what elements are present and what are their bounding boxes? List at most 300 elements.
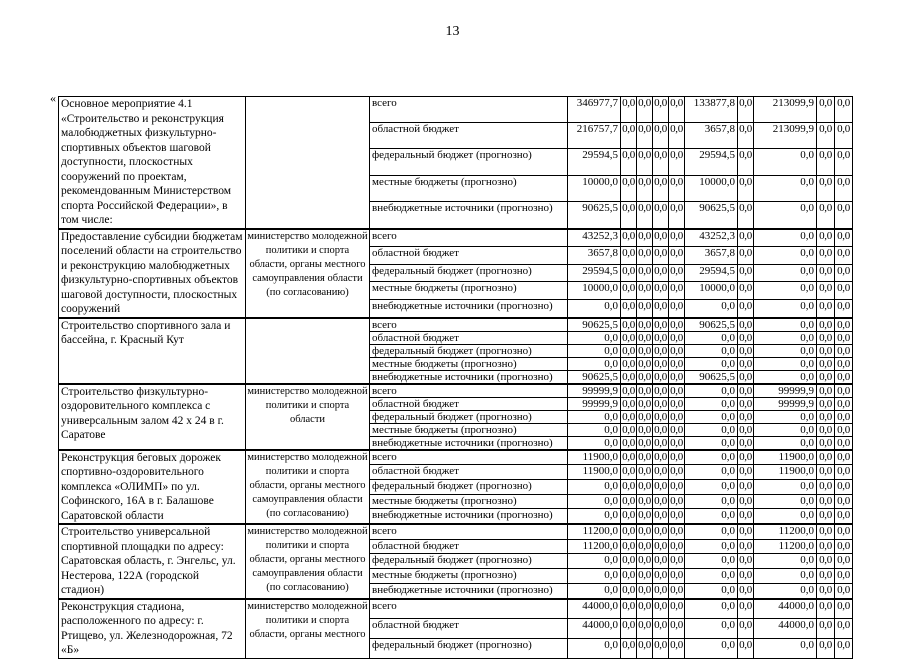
- year-amount-cell: 0,0: [670, 423, 683, 436]
- year-amount-cell: 0,0: [669, 638, 685, 658]
- event-name-cell: Реконструкция стадиона, расположенного по адресу: г. Ртищево, ул. Железнодорожная, 72 «Б»: [59, 599, 246, 659]
- event-name-cell: Предоставление субсидии бюджетам поселений области на строительство и реконструкцию малобюджетных физкультурно-спортивных объектов шаговой доступности, плоскостных сооружений: [59, 229, 246, 318]
- year-amount-cell: 0,0: [622, 397, 635, 410]
- year-amount-cell: 0,0: [817, 450, 835, 465]
- year-amount-cell: 0,0: [817, 201, 835, 228]
- funding-source-cell: местные бюджеты (прогнозно): [370, 175, 568, 201]
- year-amount-cell: 0,0: [621, 97, 637, 123]
- year-amount-cell: 0,0: [739, 436, 752, 449]
- year-amount-cell: 0,0: [817, 123, 835, 149]
- year-amount-cell: 0,0: [621, 247, 637, 265]
- year-amount-cell: 0,0: [637, 282, 653, 300]
- total-amount-cell: 0,0: [568, 509, 621, 524]
- funding-source-cell: федеральный бюджет (прогнозно): [370, 638, 568, 658]
- year-amount-cell: 0,0: [685, 357, 738, 370]
- year-amount-cell: 0,0: [754, 554, 817, 569]
- year-amount-cell: 44000,0: [754, 619, 817, 639]
- year-amount-cell: 11200,0: [754, 539, 817, 554]
- year-amount-cell: 0,0: [754, 247, 817, 265]
- year-amount-cell: 0,0: [621, 201, 637, 228]
- year-amount-cell: 0,0: [654, 436, 667, 449]
- year-amount-cell: 0,0: [621, 149, 637, 175]
- total-amount-cell: 90625,5: [568, 370, 621, 384]
- year-amount-cell: 0,0: [738, 539, 754, 554]
- year-amount-cell: 0,0: [817, 97, 835, 123]
- total-amount-cell: 0,0: [568, 299, 621, 317]
- year-amount-cell: 0,0: [739, 410, 752, 423]
- year-amount-cell: 0,0: [754, 638, 817, 658]
- year-amount-cell: 0,0: [622, 370, 635, 383]
- year-amount-cell: 0,0: [670, 344, 683, 357]
- year-amount-cell: 29594,5: [685, 264, 738, 282]
- year-amount-cell: 0,0: [637, 539, 653, 554]
- year-amount-cell: 0,0: [669, 494, 685, 509]
- funding-source-cell: областной бюджет: [370, 123, 568, 149]
- year-amount-cell: 0,0: [669, 539, 685, 554]
- budget-table: [58, 96, 853, 659]
- total-amount-cell: 0,0: [568, 436, 621, 450]
- year-amount-cell: 0,0: [637, 299, 653, 317]
- total-amount-cell: 3657,8: [568, 247, 621, 265]
- total-amount-cell: 29594,5: [568, 149, 621, 175]
- year-amount-cell: 0,0: [669, 479, 685, 494]
- year-amount-cell: 0,0: [754, 264, 817, 282]
- year-amount-cell: 0,0: [739, 384, 752, 397]
- year-amount-cell: 0,0: [669, 619, 685, 639]
- year-amount-cell: 0,0: [638, 384, 651, 397]
- funding-source-cell: областной бюджет: [370, 619, 568, 639]
- year-amount-cell: 0,0: [817, 247, 835, 265]
- year-amount-cell: 0,0: [621, 479, 637, 494]
- year-amount-cell: 0,0: [754, 423, 817, 436]
- funding-source-cell: федеральный бюджет (прогнозно): [370, 410, 568, 423]
- year-amount-cell: 0,0: [685, 494, 738, 509]
- year-amount-cell: 0,0: [754, 299, 817, 317]
- year-amount-cell: 0,0: [817, 384, 835, 398]
- funding-source-cell: внебюджетные источники (прогнозно): [370, 583, 568, 598]
- year-amount-cell: 0,0: [739, 344, 752, 357]
- year-amount-cell: 0,0: [669, 599, 685, 619]
- table-row: [59, 229, 853, 247]
- year-amount-cell: 0,0: [685, 450, 738, 465]
- year-amount-cell: 0,0: [621, 229, 637, 247]
- year-amount-cell: 0,0: [637, 599, 653, 619]
- year-amount-cell: 0,0: [653, 282, 669, 300]
- year-amount-cell: 0,0: [835, 494, 853, 509]
- year-amount-cell: 0,0: [817, 494, 835, 509]
- year-amount-cell: 0,0: [669, 524, 685, 539]
- year-amount-cell: 0,0: [638, 318, 651, 331]
- total-amount-cell: 99999,9: [568, 397, 621, 410]
- year-amount-cell: 0,0: [622, 423, 635, 436]
- year-amount-cell: 0,0: [738, 619, 754, 639]
- year-amount-cell: 0,0: [685, 384, 738, 398]
- year-amount-cell: 0,0: [685, 465, 738, 480]
- year-amount-cell: 0,0: [817, 539, 835, 554]
- year-amount-cell: 0,0: [637, 524, 653, 539]
- year-amount-cell: 11200,0: [754, 524, 817, 539]
- year-amount-cell: 0,0: [817, 554, 835, 569]
- year-amount-cell: 0,0: [685, 638, 738, 658]
- year-amount-cell: 0,0: [835, 175, 853, 201]
- year-amount-cell: 0,0: [835, 423, 853, 436]
- year-amount-cell: 0,0: [817, 318, 835, 332]
- year-amount-cell: 0,0: [685, 479, 738, 494]
- year-amount-cell: 0,0: [653, 569, 669, 584]
- year-amount-cell: 11900,0: [754, 450, 817, 465]
- year-amount-cell: 0,0: [738, 599, 754, 619]
- year-amount-cell: 0,0: [638, 436, 651, 449]
- responsible-cell: [246, 97, 370, 229]
- year-amount-cell: 0,0: [638, 410, 651, 423]
- year-amount-cell: 0,0: [738, 524, 754, 539]
- year-amount-cell: 0,0: [738, 247, 754, 265]
- funding-source-cell: всего: [370, 524, 568, 539]
- total-amount-cell: 44000,0: [568, 599, 621, 619]
- year-amount-cell: 0,0: [653, 450, 669, 465]
- year-amount-cell: 0,0: [637, 638, 653, 658]
- total-amount-cell: 0,0: [568, 569, 621, 584]
- year-amount-cell: 90625,5: [685, 318, 738, 332]
- table-row: [59, 524, 853, 539]
- year-amount-cell: 0,0: [653, 299, 669, 317]
- year-amount-cell: 0,0: [653, 599, 669, 619]
- year-amount-cell: 11900,0: [754, 465, 817, 480]
- year-amount-cell: 0,0: [835, 583, 853, 598]
- page-number: 13: [445, 24, 460, 39]
- year-amount-cell: 0,0: [637, 619, 653, 639]
- year-amount-cell: 0,0: [653, 264, 669, 282]
- year-amount-cell: 0,0: [835, 247, 853, 265]
- year-amount-cell: 0,0: [654, 410, 667, 423]
- year-amount-cell: 0,0: [754, 318, 817, 332]
- year-amount-cell: 0,0: [670, 397, 683, 410]
- year-amount-cell: 43252,3: [685, 229, 738, 247]
- year-amount-cell: 0,0: [754, 175, 817, 201]
- year-amount-cell: 0,0: [754, 357, 817, 370]
- year-amount-cell: 0,0: [739, 318, 752, 331]
- year-amount-cell: 0,0: [621, 583, 637, 598]
- year-amount-cell: 0,0: [670, 410, 683, 423]
- funding-source-cell: областной бюджет: [370, 539, 568, 554]
- year-amount-cell: 0,0: [835, 436, 853, 450]
- year-amount-cell: 0,0: [670, 318, 683, 331]
- year-amount-cell: 0,0: [638, 397, 651, 410]
- total-amount-cell: 10000,0: [568, 282, 621, 300]
- year-amount-cell: 0,0: [817, 264, 835, 282]
- year-amount-cell: 0,0: [835, 539, 853, 554]
- funding-source-cell: всего: [370, 384, 568, 398]
- funding-source-cell: федеральный бюджет (прогнозно): [370, 344, 568, 357]
- year-amount-cell: 99999,9: [754, 397, 817, 410]
- year-amount-cell: 0,0: [669, 201, 685, 228]
- year-amount-cell: 0,0: [637, 264, 653, 282]
- year-amount-cell: 0,0: [738, 569, 754, 584]
- year-amount-cell: 0,0: [738, 638, 754, 658]
- year-amount-cell: 0,0: [738, 554, 754, 569]
- year-amount-cell: 0,0: [835, 619, 853, 639]
- year-amount-cell: 0,0: [817, 423, 835, 436]
- year-amount-cell: 0,0: [669, 282, 685, 300]
- total-amount-cell: 0,0: [568, 638, 621, 658]
- year-amount-cell: 0,0: [654, 318, 667, 331]
- responsible-cell: министерство молодежной политики и спорта области, органы местного самоуправления области (по согласованию): [246, 524, 370, 599]
- year-amount-cell: 0,0: [622, 410, 635, 423]
- year-amount-cell: 0,0: [817, 299, 835, 317]
- year-amount-cell: 0,0: [621, 123, 637, 149]
- year-amount-cell: 0,0: [670, 370, 683, 383]
- year-amount-cell: 0,0: [621, 554, 637, 569]
- year-amount-cell: 0,0: [835, 465, 853, 480]
- year-amount-cell: 0,0: [653, 479, 669, 494]
- year-amount-cell: 0,0: [685, 397, 738, 410]
- year-amount-cell: 0,0: [621, 539, 637, 554]
- year-amount-cell: 90625,5: [685, 201, 738, 228]
- year-amount-cell: 0,0: [637, 583, 653, 598]
- year-amount-cell: 3657,8: [685, 123, 738, 149]
- year-amount-cell: 0,0: [835, 410, 853, 423]
- year-amount-cell: 0,0: [653, 247, 669, 265]
- year-amount-cell: 0,0: [653, 201, 669, 228]
- year-amount-cell: 0,0: [669, 247, 685, 265]
- event-name-cell: Строительство физкультурно-оздоровительного комплекса с универсальным залом 42 х 24 в г. Саратове: [59, 384, 246, 450]
- year-amount-cell: 0,0: [685, 331, 738, 344]
- year-amount-cell: 0,0: [638, 370, 651, 383]
- table-row: [59, 384, 853, 398]
- total-amount-cell: 29594,5: [568, 264, 621, 282]
- year-amount-cell: 0,0: [835, 299, 853, 317]
- year-amount-cell: 0,0: [739, 423, 752, 436]
- year-amount-cell: 0,0: [637, 149, 653, 175]
- year-amount-cell: 0,0: [817, 569, 835, 584]
- year-amount-cell: 0,0: [817, 175, 835, 201]
- year-amount-cell: 0,0: [637, 494, 653, 509]
- year-amount-cell: 0,0: [835, 201, 853, 228]
- year-amount-cell: 0,0: [621, 638, 637, 658]
- year-amount-cell: 0,0: [685, 569, 738, 584]
- funding-source-cell: внебюджетные источники (прогнозно): [370, 436, 568, 450]
- funding-source-cell: областной бюджет: [370, 397, 568, 410]
- year-amount-cell: 213099,9: [754, 97, 817, 123]
- year-amount-cell: 0,0: [653, 554, 669, 569]
- year-amount-cell: 0,0: [738, 479, 754, 494]
- funding-source-cell: всего: [370, 450, 568, 465]
- year-amount-cell: 0,0: [835, 344, 853, 357]
- year-amount-cell: 0,0: [637, 229, 653, 247]
- year-amount-cell: 0,0: [739, 331, 752, 344]
- year-amount-cell: 0,0: [653, 97, 669, 123]
- year-amount-cell: 0,0: [653, 524, 669, 539]
- year-amount-cell: 0,0: [817, 370, 835, 384]
- responsible-cell: министерство молодежной политики и спорта области, органы местного: [246, 599, 370, 659]
- year-amount-cell: 0,0: [653, 583, 669, 598]
- year-amount-cell: 0,0: [754, 569, 817, 584]
- year-amount-cell: 0,0: [669, 123, 685, 149]
- year-amount-cell: 0,0: [637, 465, 653, 480]
- total-amount-cell: 11900,0: [568, 465, 621, 480]
- table-row: [59, 450, 853, 465]
- funding-source-cell: местные бюджеты (прогнозно): [370, 569, 568, 584]
- year-amount-cell: 0,0: [622, 384, 635, 397]
- year-amount-cell: 0,0: [835, 149, 853, 175]
- funding-source-cell: областной бюджет: [370, 465, 568, 480]
- year-amount-cell: 0,0: [638, 423, 651, 436]
- year-amount-cell: 0,0: [685, 619, 738, 639]
- year-amount-cell: 0,0: [637, 175, 653, 201]
- year-amount-cell: 0,0: [835, 599, 853, 619]
- year-amount-cell: 0,0: [817, 331, 835, 344]
- year-amount-cell: 0,0: [835, 509, 853, 524]
- year-amount-cell: 0,0: [754, 410, 817, 423]
- year-amount-cell: 90625,5: [685, 370, 738, 384]
- year-amount-cell: 0,0: [685, 524, 738, 539]
- funding-source-cell: областной бюджет: [370, 247, 568, 265]
- total-amount-cell: 10000,0: [568, 175, 621, 201]
- year-amount-cell: 0,0: [754, 583, 817, 598]
- year-amount-cell: 0,0: [654, 397, 667, 410]
- total-amount-cell: 0,0: [568, 554, 621, 569]
- year-amount-cell: 0,0: [685, 436, 738, 450]
- year-amount-cell: 0,0: [622, 357, 635, 370]
- funding-source-cell: всего: [370, 318, 568, 332]
- total-amount-cell: 90625,5: [568, 318, 621, 332]
- event-name-cell: Реконструкция беговых дорожек спортивно-оздоровительного комплекса «ОЛИМП» по ул. Софинского, 16А в г. Балашове Саратовской области: [59, 450, 246, 525]
- year-amount-cell: 0,0: [621, 282, 637, 300]
- year-amount-cell: 0,0: [653, 465, 669, 480]
- table-row: [59, 97, 853, 123]
- year-amount-cell: 0,0: [754, 479, 817, 494]
- funding-source-cell: местные бюджеты (прогнозно): [370, 357, 568, 370]
- year-amount-cell: 0,0: [817, 524, 835, 539]
- year-amount-cell: 0,0: [637, 509, 653, 524]
- year-amount-cell: 29594,5: [685, 149, 738, 175]
- year-amount-cell: 0,0: [654, 370, 667, 383]
- year-amount-cell: 0,0: [754, 370, 817, 384]
- year-amount-cell: 0,0: [835, 97, 853, 123]
- year-amount-cell: 0,0: [669, 465, 685, 480]
- year-amount-cell: 0,0: [654, 331, 667, 344]
- year-amount-cell: 0,0: [621, 569, 637, 584]
- year-amount-cell: 0,0: [653, 509, 669, 524]
- year-amount-cell: 0,0: [817, 436, 835, 450]
- year-amount-cell: 10000,0: [685, 175, 738, 201]
- year-amount-cell: 0,0: [637, 247, 653, 265]
- year-amount-cell: 0,0: [738, 299, 754, 317]
- year-amount-cell: 0,0: [622, 331, 635, 344]
- year-amount-cell: 0,0: [669, 569, 685, 584]
- year-amount-cell: 0,0: [685, 539, 738, 554]
- year-amount-cell: 0,0: [621, 599, 637, 619]
- responsible-cell: министерство молодежной политики и спорта области, органы местного самоуправления области (по согласованию): [246, 229, 370, 318]
- total-amount-cell: 0,0: [568, 494, 621, 509]
- year-amount-cell: 0,0: [754, 509, 817, 524]
- funding-source-cell: местные бюджеты (прогнозно): [370, 423, 568, 436]
- funding-source-cell: внебюджетные источники (прогнозно): [370, 370, 568, 384]
- year-amount-cell: 0,0: [817, 638, 835, 658]
- year-amount-cell: 0,0: [637, 479, 653, 494]
- year-amount-cell: 0,0: [817, 599, 835, 619]
- funding-source-cell: федеральный бюджет (прогнозно): [370, 149, 568, 175]
- year-amount-cell: 0,0: [738, 465, 754, 480]
- year-amount-cell: 0,0: [653, 619, 669, 639]
- year-amount-cell: 0,0: [622, 436, 635, 449]
- year-amount-cell: 0,0: [739, 357, 752, 370]
- year-amount-cell: 0,0: [738, 282, 754, 300]
- year-amount-cell: 0,0: [685, 509, 738, 524]
- year-amount-cell: 213099,9: [754, 123, 817, 149]
- year-amount-cell: 0,0: [817, 410, 835, 423]
- year-amount-cell: 0,0: [754, 201, 817, 228]
- year-amount-cell: 0,0: [669, 175, 685, 201]
- year-amount-cell: 0,0: [835, 384, 853, 398]
- funding-source-cell: местные бюджеты (прогнозно): [370, 494, 568, 509]
- year-amount-cell: 0,0: [669, 450, 685, 465]
- year-amount-cell: 0,0: [754, 344, 817, 357]
- total-amount-cell: 99999,9: [568, 384, 621, 398]
- year-amount-cell: 0,0: [835, 318, 853, 332]
- year-amount-cell: 0,0: [835, 123, 853, 149]
- total-amount-cell: 0,0: [568, 357, 621, 370]
- year-amount-cell: 0,0: [669, 229, 685, 247]
- year-amount-cell: 0,0: [835, 450, 853, 465]
- funding-source-cell: внебюджетные источники (прогнозно): [370, 201, 568, 228]
- funding-source-cell: областной бюджет: [370, 331, 568, 344]
- year-amount-cell: 0,0: [669, 149, 685, 175]
- year-amount-cell: 0,0: [670, 436, 683, 449]
- total-amount-cell: 346977,7: [568, 97, 621, 123]
- year-amount-cell: 0,0: [754, 229, 817, 247]
- total-amount-cell: 11200,0: [568, 524, 621, 539]
- funding-source-cell: федеральный бюджет (прогнозно): [370, 264, 568, 282]
- year-amount-cell: 0,0: [621, 509, 637, 524]
- year-amount-cell: 0,0: [835, 370, 853, 384]
- year-amount-cell: 0,0: [685, 344, 738, 357]
- year-amount-cell: 0,0: [621, 264, 637, 282]
- year-amount-cell: 0,0: [738, 264, 754, 282]
- year-amount-cell: 0,0: [669, 264, 685, 282]
- year-amount-cell: 0,0: [817, 229, 835, 247]
- year-amount-cell: 0,0: [817, 397, 835, 410]
- responsible-cell: министерство молодежной политики и спорта области, органы местного самоуправления области (по согласованию): [246, 450, 370, 525]
- year-amount-cell: 0,0: [653, 149, 669, 175]
- year-amount-cell: 0,0: [621, 619, 637, 639]
- year-amount-cell: 0,0: [738, 583, 754, 598]
- year-amount-cell: 0,0: [685, 410, 738, 423]
- year-amount-cell: 0,0: [738, 175, 754, 201]
- total-amount-cell: 0,0: [568, 344, 621, 357]
- year-amount-cell: 0,0: [670, 384, 683, 397]
- funding-source-cell: всего: [370, 599, 568, 619]
- year-amount-cell: 0,0: [621, 465, 637, 480]
- year-amount-cell: 0,0: [669, 299, 685, 317]
- year-amount-cell: 0,0: [685, 554, 738, 569]
- year-amount-cell: 0,0: [817, 344, 835, 357]
- year-amount-cell: 0,0: [738, 509, 754, 524]
- year-amount-cell: 0,0: [738, 149, 754, 175]
- year-amount-cell: 0,0: [653, 539, 669, 554]
- year-amount-cell: 0,0: [654, 423, 667, 436]
- year-amount-cell: 0,0: [817, 357, 835, 370]
- year-amount-cell: 0,0: [738, 494, 754, 509]
- year-amount-cell: 0,0: [817, 509, 835, 524]
- year-amount-cell: 0,0: [738, 229, 754, 247]
- responsible-cell: [246, 318, 370, 384]
- total-amount-cell: 43252,3: [568, 229, 621, 247]
- year-amount-cell: 10000,0: [685, 282, 738, 300]
- total-amount-cell: 0,0: [568, 479, 621, 494]
- funding-source-cell: внебюджетные источники (прогнозно): [370, 299, 568, 317]
- year-amount-cell: 0,0: [637, 554, 653, 569]
